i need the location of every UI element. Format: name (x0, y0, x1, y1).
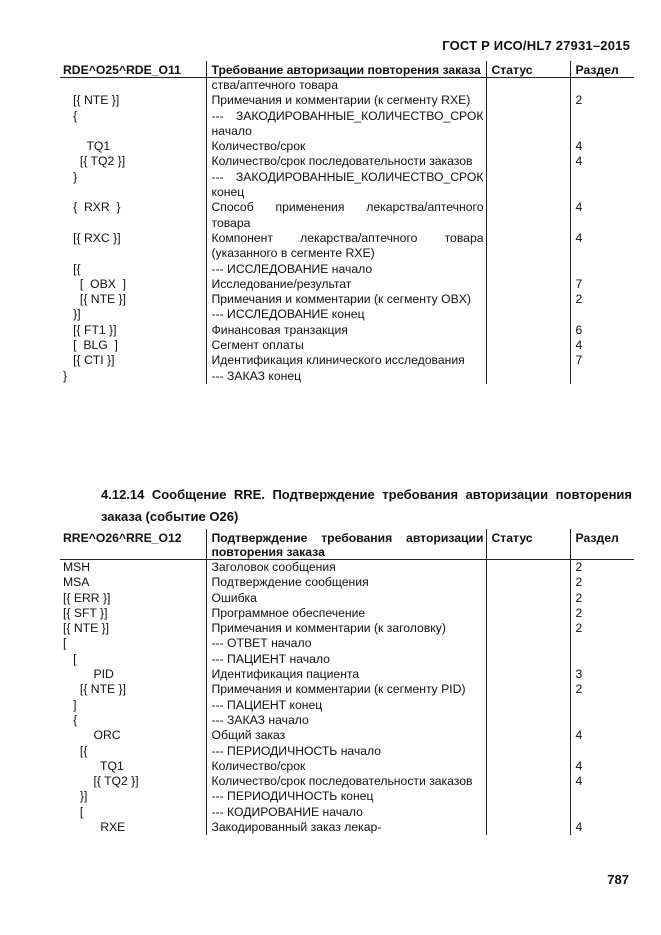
table-row (60, 698, 634, 713)
cell-segment: MSH (63, 560, 91, 574)
cell-segment: [{ NTE }] (63, 621, 110, 636)
cell-segment: [{ NTE }] (63, 93, 120, 108)
cell-segment: TQ1 (63, 139, 111, 154)
cell-segment: { (63, 108, 78, 123)
table-row (60, 353, 634, 368)
cell-section (570, 789, 634, 804)
table-row (60, 575, 634, 590)
column-header-section: Раздел (570, 61, 634, 78)
table-row (60, 667, 634, 682)
cell-description: --- ЗАКАЗ конец (206, 369, 486, 384)
cell-section: 2 (570, 682, 634, 697)
cell-description: Подтверждение сообщения (206, 575, 486, 590)
cell-segment (60, 78, 206, 94)
cell-status (486, 575, 570, 590)
cell-segment: } (63, 368, 68, 383)
table-body (60, 78, 634, 384)
table-row (60, 307, 634, 322)
column-header-message: RRE^O26^RRE_O12 (60, 529, 206, 560)
table-header-row (60, 529, 634, 560)
cell-section: 3 (570, 667, 634, 682)
page-number: 787 (607, 872, 629, 887)
cell-section: 2 (570, 560, 634, 576)
cell-section: 4 (570, 774, 634, 789)
cell-description: Ошибка (206, 591, 486, 606)
table-row (60, 621, 634, 636)
table-row (60, 323, 634, 338)
cell-status (486, 277, 570, 292)
cell-description: Идентификация клинического исследования (206, 353, 486, 368)
column-header-section: Раздел (570, 529, 634, 560)
cell-status (486, 606, 570, 621)
cell-status (486, 323, 570, 338)
cell-status (486, 698, 570, 713)
table-row (60, 277, 634, 292)
cell-section (570, 262, 634, 277)
table-row (60, 170, 634, 201)
cell-segment: [{ (63, 743, 88, 758)
cell-status (486, 621, 570, 636)
cell-segment: { (63, 712, 78, 727)
cell-status (486, 231, 570, 262)
cell-description: Способ применения лекарства/аптечного товара (206, 200, 486, 231)
document-header: ГОСТ Р ИСО/HL7 27931–2015 (442, 38, 630, 53)
cell-status (486, 820, 570, 835)
cell-section: 4 (570, 154, 634, 169)
cell-section (570, 307, 634, 322)
cell-description: Количество/срок (206, 759, 486, 774)
cell-status (486, 713, 570, 728)
cell-description: Количество/срок (206, 139, 486, 154)
cell-section: 7 (570, 277, 634, 292)
cell-status (486, 170, 570, 201)
cell-section: 2 (570, 591, 634, 606)
cell-section: 4 (570, 338, 634, 353)
cell-description: --- КОДИРОВАНИЕ начало (206, 805, 486, 820)
cell-segment: }] (63, 307, 81, 322)
cell-segment: [{ TQ2 }] (63, 774, 139, 789)
table-row (60, 200, 634, 231)
cell-status (486, 744, 570, 759)
cell-segment: [{ NTE }] (63, 292, 126, 307)
cell-description: --- ЗАКОДИРОВАННЫЕ_КОЛИЧЕСТВО_СРОК конец (206, 170, 486, 201)
cell-section: 2 (570, 93, 634, 108)
table-row (60, 652, 634, 667)
cell-segment: [{ TQ2 }] (63, 154, 126, 169)
column-header-description: Подтверждение требования авторизации повторения заказа (206, 529, 486, 560)
cell-description: --- ПАЦИЕНТ конец (206, 698, 486, 713)
cell-description: Заголовок сообщения (206, 560, 486, 576)
cell-status (486, 636, 570, 651)
section-title: 4.12.14 Сообщение RRE. Подтверждение требования авторизации повторения заказа (событие O26) (101, 487, 632, 524)
table-rre-o26 (60, 529, 634, 835)
cell-status (486, 805, 570, 820)
cell-segment: } (63, 169, 78, 184)
cell-segment: [ (63, 804, 84, 819)
cell-section (570, 652, 634, 667)
cell-section (570, 170, 634, 201)
cell-section: 2 (570, 606, 634, 621)
cell-description: --- ОТВЕТ начало (206, 636, 486, 651)
cell-section: 4 (570, 728, 634, 743)
cell-segment: [ OBX ] (63, 276, 126, 291)
cell-segment: [ (63, 636, 67, 651)
table-row (60, 820, 634, 835)
table-rde-o25 (60, 61, 634, 384)
cell-status (486, 139, 570, 154)
cell-segment: }] (63, 789, 88, 804)
cell-section (570, 805, 634, 820)
cell-segment: [{ (63, 261, 81, 276)
table-row (60, 774, 634, 789)
cell-description: --- ИССЛЕДОВАНИЕ начало (206, 262, 486, 277)
cell-segment: [{ SFT }] (63, 605, 108, 620)
table-row (60, 154, 634, 169)
table-row (60, 78, 634, 94)
cell-status (486, 667, 570, 682)
table-row (60, 636, 634, 651)
cell-segment: [{ RXC }] (63, 230, 121, 245)
table-row (60, 606, 634, 621)
column-header-status: Статус (486, 529, 570, 560)
cell-section: 2 (570, 621, 634, 636)
table-body (60, 560, 634, 836)
table-row (60, 759, 634, 774)
table-row (60, 139, 634, 154)
cell-description: --- ПЕРИОДИЧНОСТЬ начало (206, 744, 486, 759)
cell-segment: { RXR } (63, 200, 121, 215)
column-header-status: Статус (486, 61, 570, 78)
table-row (60, 231, 634, 262)
cell-status (486, 353, 570, 368)
table-row (60, 805, 634, 820)
cell-section: 4 (570, 759, 634, 774)
table-row (60, 93, 634, 108)
cell-section: 4 (570, 820, 634, 835)
cell-section (570, 109, 634, 140)
cell-description: Идентификация пациента (206, 667, 486, 682)
cell-section: 4 (570, 200, 634, 231)
table-row (60, 560, 634, 576)
cell-segment: [{ CTI }] (63, 353, 115, 368)
table-row (60, 338, 634, 353)
cell-status (486, 262, 570, 277)
cell-description: --- ЗАКОДИРОВАННЫЕ_КОЛИЧЕСТВО_СРОК начало (206, 109, 486, 140)
cell-section (570, 713, 634, 728)
column-header-message: RDE^O25^RDE_O11 (60, 61, 206, 78)
cell-description: Общий заказ (206, 728, 486, 743)
cell-description: Программное обеспечение (206, 606, 486, 621)
cell-section: 2 (570, 292, 634, 307)
cell-description: Компонент лекарства/аптечного товара (указанного в сегменте RXE) (206, 231, 486, 262)
cell-segment: PID (63, 667, 114, 682)
cell-segment: MSA (63, 575, 90, 590)
cell-description: Примечания и комментарии (к сегменту PID) (206, 682, 486, 697)
cell-status (486, 307, 570, 322)
cell-status (486, 154, 570, 169)
cell-status (486, 759, 570, 774)
cell-section (570, 744, 634, 759)
cell-status (486, 292, 570, 307)
cell-description: Примечания и комментарии (к сегменту OBX) (206, 292, 486, 307)
cell-section (570, 78, 634, 94)
cell-description: --- ЗАКАЗ начало (206, 713, 486, 728)
cell-section: 7 (570, 353, 634, 368)
table-row (60, 713, 634, 728)
table-row (60, 728, 634, 743)
table-row (60, 292, 634, 307)
cell-status (486, 591, 570, 606)
table-row (60, 109, 634, 140)
table-row (60, 744, 634, 759)
cell-section: 6 (570, 323, 634, 338)
cell-section: 4 (570, 139, 634, 154)
cell-segment: ] (63, 697, 77, 712)
cell-description: Количество/срок последовательности заказов (206, 774, 486, 789)
cell-status (486, 774, 570, 789)
cell-section (570, 369, 634, 384)
cell-section: 4 (570, 231, 634, 262)
cell-status (486, 93, 570, 108)
cell-status (486, 78, 570, 94)
cell-segment: [{ ERR }] (63, 590, 111, 605)
cell-status (486, 200, 570, 231)
cell-description: --- ИССЛЕДОВАНИЕ конец (206, 307, 486, 322)
cell-description: --- ПЕРИОДИЧНОСТЬ конец (206, 789, 486, 804)
cell-status (486, 369, 570, 384)
cell-section (570, 698, 634, 713)
cell-description: ства/аптечного товара (206, 78, 486, 94)
cell-section: 2 (570, 575, 634, 590)
cell-description: Примечания и комментарии (к сегменту RXE) (206, 93, 486, 108)
cell-segment: [{ FT1 }] (63, 322, 117, 337)
cell-status (486, 338, 570, 353)
table-row (60, 591, 634, 606)
table-row (60, 682, 634, 697)
table-header-row (60, 61, 634, 78)
column-header-description: Требование авторизации повторения заказа (206, 61, 486, 78)
cell-status (486, 728, 570, 743)
cell-segment: [ BLG ] (63, 338, 118, 353)
table-row (60, 369, 634, 384)
cell-description: --- ПАЦИЕНТ начало (206, 652, 486, 667)
cell-status (486, 109, 570, 140)
cell-description: Количество/срок последовательности заказов (206, 154, 486, 169)
cell-description: Финансовая транзакция (206, 323, 486, 338)
cell-status (486, 652, 570, 667)
cell-segment: ORC (63, 728, 121, 743)
cell-description: Исследование/результат (206, 277, 486, 292)
cell-description: Примечания и комментарии (к заголовку) (206, 621, 486, 636)
cell-description: Сегмент оплаты (206, 338, 486, 353)
cell-status (486, 682, 570, 697)
table-row (60, 262, 634, 277)
cell-segment: TQ1 (63, 758, 124, 773)
cell-status (486, 560, 570, 576)
table-row (60, 789, 634, 804)
cell-description: Закодированный заказ лекар- (206, 820, 486, 835)
cell-segment: RXE (63, 820, 126, 835)
cell-status (486, 789, 570, 804)
cell-segment: [{ NTE }] (63, 682, 126, 697)
cell-segment: [ (63, 651, 77, 666)
cell-section (570, 636, 634, 651)
